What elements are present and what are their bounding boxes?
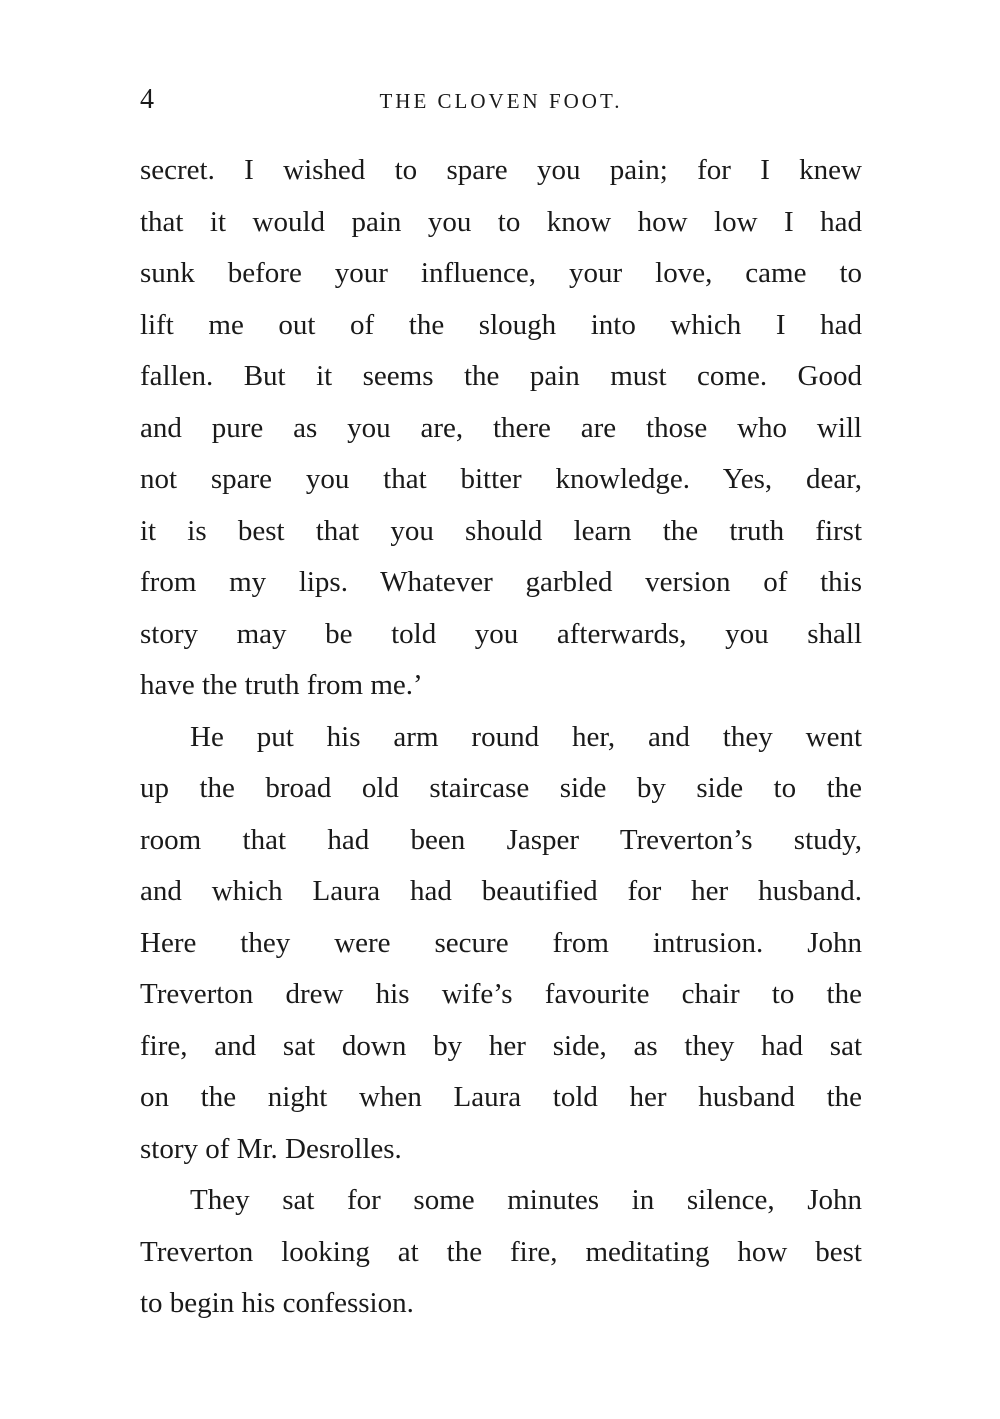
text-line: from my lips. Whatever garbled version of this — [140, 566, 862, 598]
text-line: They sat for some minutes in silence, John — [190, 1184, 862, 1216]
text-line: and pure as you are, there are those who will — [140, 411, 862, 444]
text-line: sunk before your influence, your love, came to — [140, 257, 862, 289]
text-line: and which Laura had beautified for her husband. — [140, 875, 862, 907]
text-line: Treverton drew his wife’s favourite chair to the — [140, 978, 862, 1010]
text-line: Treverton looking at the fire, meditating how best — [140, 1235, 862, 1268]
text-line: story may be told you afterwards, you shall — [140, 617, 862, 650]
body-text — [140, 145, 862, 1330]
text-line: secret. I wished to spare you pain; for I knew — [140, 154, 862, 186]
page-header — [140, 82, 862, 122]
text-line: fire, and sat down by her side, as they had sat — [140, 1029, 862, 1062]
running-head: THE CLOVEN FOOT. — [379, 89, 623, 113]
text-line: fallen. But it seems the pain must come. Good — [140, 360, 862, 392]
text-line: lift me out of the slough into which I had — [140, 308, 862, 341]
text-line: have the truth from me.’ — [140, 669, 423, 701]
text-line: room that had been Jasper Treverton’s study, — [140, 823, 862, 856]
text-line: it is best that you should learn the truth first — [140, 514, 862, 547]
text-line: He put his arm round her, and they went — [190, 720, 862, 753]
text-line: that it would pain you to know how low I had — [140, 205, 862, 238]
text-line: story of Mr. Desrolles. — [140, 1132, 402, 1165]
text-line: up the broad old staircase side by side to the — [140, 772, 862, 804]
text-line: Here they were secure from intrusion. John — [140, 926, 862, 959]
text-line: on the night when Laura told her husband the — [140, 1081, 862, 1113]
text-line: not spare you that bitter knowledge. Yes, dear, — [140, 463, 862, 495]
text-line: to begin his confession. — [140, 1287, 414, 1319]
page-number: 4 — [140, 84, 154, 115]
